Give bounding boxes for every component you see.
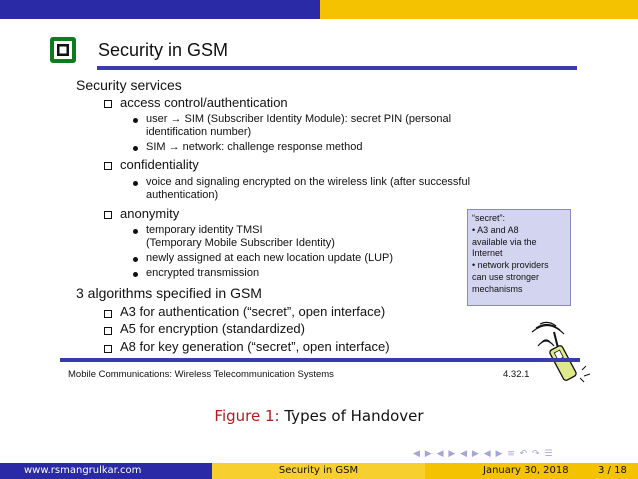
heading-security-services: Security services: [76, 77, 182, 93]
square-bullet-icon: [104, 211, 112, 219]
dot-bullet-icon: [133, 146, 138, 151]
footer-date-page: [425, 463, 638, 479]
bullet-tmsi-cont: (Temporary Mobile Subscriber Identity): [146, 237, 335, 249]
bullet-user-sim-cont: identification number): [146, 126, 252, 138]
note-line: mechanisms: [472, 283, 523, 294]
item-access-control: access control/authentication: [120, 95, 288, 110]
bullet-sim-network: SIM → network: challenge response method: [146, 141, 363, 153]
item-a8: A8 for key generation (“secret”, open interface): [120, 339, 390, 354]
note-line: can use stronger: [472, 271, 540, 282]
title-rule: [97, 66, 577, 70]
bullet-voice-cont: authentication): [146, 189, 219, 201]
figure-caption: [0, 407, 638, 425]
figure-label: Figure 1:: [214, 407, 280, 425]
bullet-user-sim: user → SIM (Subscriber Identity Module): secret PIN (personal: [146, 113, 452, 125]
item-confidentiality: confidentiality: [120, 157, 199, 172]
item-anonymity: anonymity: [120, 206, 180, 221]
slide-bottom-rule: [60, 358, 580, 362]
square-bullet-icon: [104, 327, 112, 335]
university-logo-icon: [50, 37, 76, 63]
dot-bullet-icon: [133, 118, 138, 123]
mobile-phone-icon: [520, 318, 600, 384]
bullet-lup: newly assigned at each new location update (LUP): [146, 252, 394, 264]
square-bullet-icon: [104, 310, 112, 318]
slide-number: 4.32.1: [503, 369, 530, 380]
bullet-voice: voice and signaling encrypted on the wireless link (after successful: [146, 176, 471, 188]
footer-page-number: 3 / 18: [598, 465, 627, 476]
square-bullet-icon: [104, 100, 112, 108]
dot-bullet-icon: [133, 257, 138, 262]
note-line: • network providers: [472, 260, 549, 271]
caption-text: Types of Handover: [284, 407, 424, 425]
dot-bullet-icon: [133, 181, 138, 186]
square-bullet-icon: [104, 162, 112, 170]
note-line: available via the: [472, 236, 537, 247]
footer-date: January 30, 2018: [483, 465, 569, 476]
heading-algorithms: 3 algorithms specified in GSM: [76, 285, 262, 301]
item-a5: A5 for encryption (standardized): [120, 321, 305, 336]
slide-footer-title: Mobile Communications: Wireless Telecommunication Systems: [68, 369, 334, 380]
beamer-navigation-icons[interactable]: ◀ ▶ ◀ ▶ ◀ ▶ ◀ ▶ ≡ ↶ ↷ ☰: [413, 449, 554, 459]
header-bar-right: [320, 0, 638, 19]
note-box: [467, 209, 571, 306]
note-line: Internet: [472, 248, 503, 259]
item-a3: A3 for authentication (“secret”, open interface): [120, 304, 386, 319]
bullet-tmsi: temporary identity TMSI: [146, 224, 263, 236]
note-line: “secret”:: [472, 213, 506, 223]
square-bullet-icon: [104, 345, 112, 353]
header-bar-left: [0, 0, 320, 19]
footer-website: www.rsmangrulkar.com: [0, 463, 212, 479]
dot-bullet-icon: [133, 272, 138, 277]
note-line: • A3 and A8: [472, 224, 519, 235]
dot-bullet-icon: [133, 229, 138, 234]
slide-title: Security in GSM: [98, 40, 229, 60]
bullet-encrypted: encrypted transmission: [146, 267, 260, 279]
footer-section: Security in GSM: [212, 463, 425, 479]
